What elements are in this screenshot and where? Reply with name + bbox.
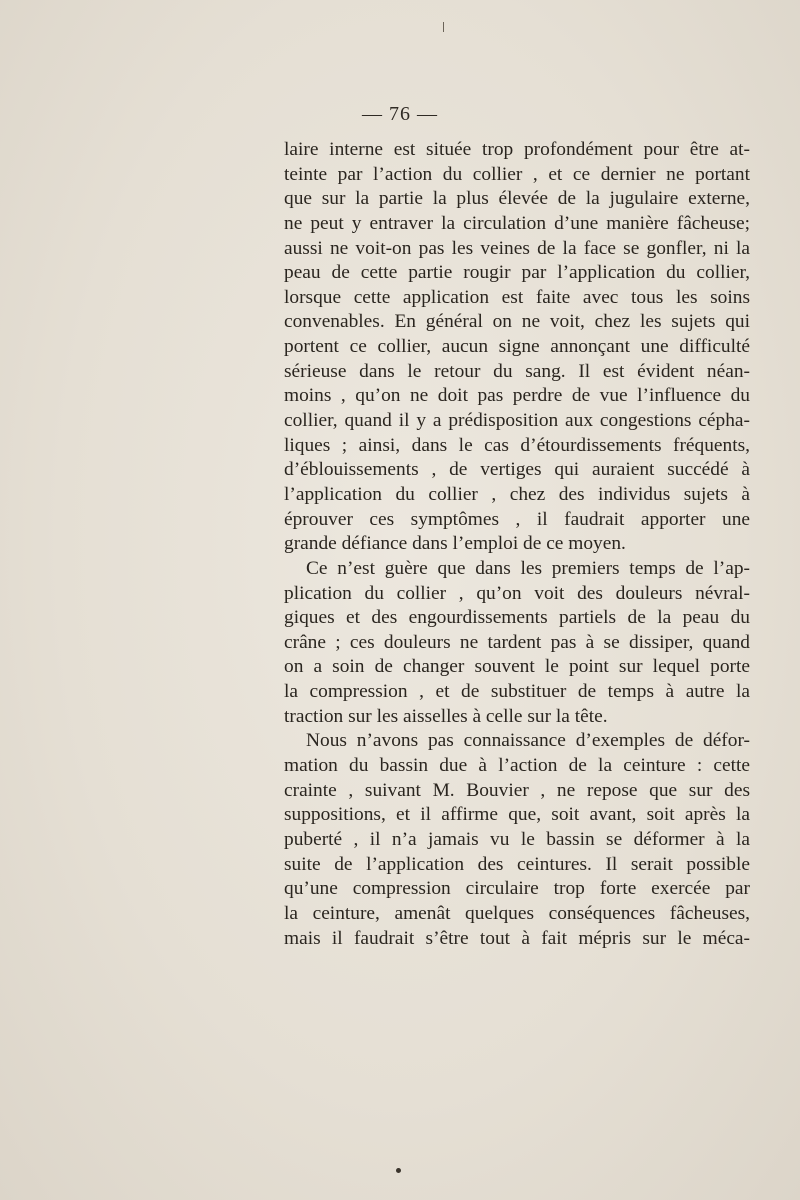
text-line: suite de l’application des ceintures. Il serait possible xyxy=(284,853,750,875)
text-line: Ce n’est guère que dans les premiers temps de l’ap- xyxy=(306,557,750,579)
text-line: crainte , suivant M. Bouvier , ne repose que sur des xyxy=(284,779,750,801)
text-line: peau de cette partie rougir par l’application du collier, xyxy=(284,262,750,284)
text-line: sérieuse dans le retour du sang. Il est évident néan- xyxy=(284,360,750,382)
paragraph-3 xyxy=(284,729,750,951)
margin-mark xyxy=(443,22,444,32)
text-line: la ceinture, amenât quelques conséquences fâcheuses, xyxy=(284,902,750,924)
text-line: lorsque cette application est faite avec tous les soins xyxy=(284,286,750,308)
text-line: plication du collier , qu’on voit des douleurs névral- xyxy=(284,582,750,604)
text-line: Nous n’avons pas connaissance d’exemples de défor- xyxy=(306,730,750,752)
text-line: mais il faudrait s’être tout à fait mépris sur le méca- xyxy=(284,927,750,949)
text-line: giques et des engourdissements partiels de la peau du xyxy=(284,607,750,629)
text-line: grande défiance dans l’emploi de ce moyen. xyxy=(284,533,626,555)
text-line: ne peut y entraver la circulation d’une manière fâcheuse; xyxy=(284,212,750,234)
paragraph-1 xyxy=(284,138,750,557)
text-line: aussi ne voit-on pas les veines de la face se gonfler, ni la xyxy=(284,237,750,259)
text-line: la compression , et de substituer de temps à autre la xyxy=(284,681,750,703)
text-line: que sur la partie la plus élevée de la jugulaire externe, xyxy=(284,188,750,210)
text-line: laire interne est située trop profondément pour être at- xyxy=(284,139,750,160)
text-line: crâne ; ces douleurs ne tardent pas à se dissiper, quand xyxy=(284,631,750,653)
text-line: traction sur les aisselles à celle sur la tête. xyxy=(284,705,608,727)
text-line: qu’une compression circulaire trop forte exercée par xyxy=(284,878,750,900)
text-line: l’application du collier , chez des individus sujets à xyxy=(284,483,750,505)
text-line: convenables. En général on ne voit, chez les sujets qui xyxy=(284,311,750,333)
text-line: suppositions, et il affirme que, soit avant, soit après la xyxy=(284,804,750,826)
text-line: mation du bassin due à l’action de la ceinture : cette xyxy=(284,755,750,777)
page-number: — 76 — xyxy=(362,103,438,125)
text-line: puberté , il n’a jamais vu le bassin se déformer à la xyxy=(284,828,750,850)
text-line: d’éblouissements , de vertiges qui auraient succédé à xyxy=(284,459,750,481)
ink-speck xyxy=(396,1168,401,1173)
text-line: liques ; ainsi, dans le cas d’étourdissements fréquents, xyxy=(284,434,750,456)
text-line: éprouver ces symptômes , il faudrait apporter une xyxy=(284,508,750,530)
text-line: collier, quand il y a prédisposition aux congestions cépha- xyxy=(284,410,750,432)
body-text xyxy=(284,138,750,951)
text-line: portent ce collier, aucun signe annonçant une difficulté xyxy=(284,336,750,358)
text-line: moins , qu’on ne doit pas perdre de vue l’influence du xyxy=(284,385,750,407)
paragraph-2 xyxy=(284,557,750,729)
text-line: teinte par l’action du collier , et ce dernier ne portant xyxy=(284,163,750,185)
text-line: on a soin de changer souvent le point sur lequel porte xyxy=(284,656,750,678)
